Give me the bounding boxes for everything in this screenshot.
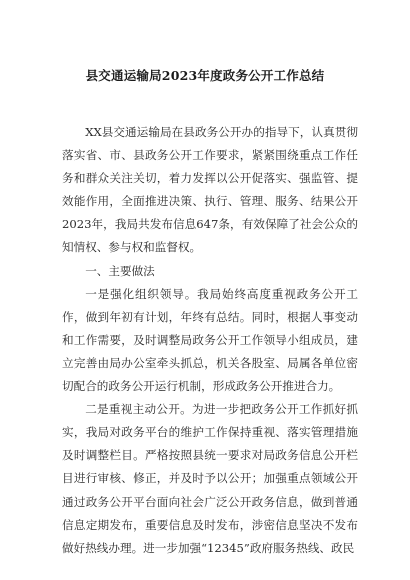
paragraph-organization-leadership: 一是强化组织领导。我局始终高度重视政务公开工作，做到年初有计划，年终有总结。同时，根据人事变动和工作需要，及时调整局政务公开工作领导小组成员，建立完善由局办公室牵头抓总，机关各股室、局属各单位密切配合的政务公开运行机制，形成政务公开推进合力。 xyxy=(62,286,358,394)
paragraph-proactive-disclosure: 二是重视主动公开。为进一步把政务公开工作抓好抓实，我局对政务平台的维护工作保持重视、落实管理措施及时调整栏目。严格按照县统一要求对局政务信息公开栏目进行审核、修正，并及时予以公开；加强重点领域公开通过政务公开平台面向社会广泛公开政务信息，做到普通信息定期发布，重要信息及时发布，涉密信息坚决不发布做好热线办理。进一步加强“12345”政府服务热线、政民 xyxy=(62,402,358,555)
intro-paragraph: XX县交通运输局在县政务公开办的指导下，认真贯彻落实省、市、县政务公开工作要求，紧紧围绕重点工作任务和群众关注关切，着力发挥以公开促落实、强监管、提效能作用，全面推进决策、执行、管理、服务、结果公开2023年，我局共发布信息647条，有效保障了社会公众的知情权、参与权和监督权。 xyxy=(62,125,358,255)
document-body xyxy=(62,121,358,560)
section-heading-main-practices: 一、主要做法 xyxy=(85,263,155,278)
document-title: 县交通运输局2023年度政务公开工作总结 xyxy=(85,68,325,83)
